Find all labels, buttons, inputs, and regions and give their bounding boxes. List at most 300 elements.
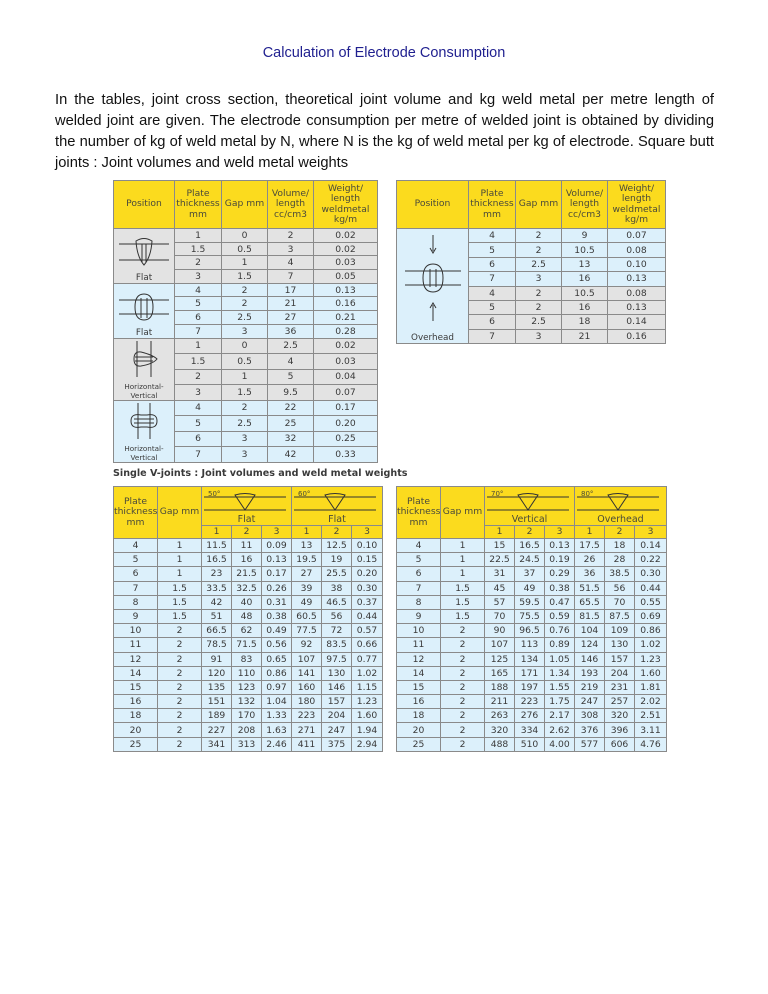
cell-gap: 3 — [222, 431, 268, 447]
cell-b1: 107 — [292, 652, 322, 666]
table-row — [114, 229, 378, 243]
cell-plate-thickness: 4 — [397, 539, 441, 553]
table-row — [114, 400, 378, 416]
cell-weight: 0.02 — [314, 229, 378, 243]
cell-weight: 0.13 — [314, 283, 378, 297]
cell-plate-thickness: 7 — [469, 329, 516, 343]
cell-plate-thickness: 15 — [114, 680, 158, 694]
cell-a2: 132 — [232, 695, 262, 709]
cell-gap: 2.5 — [516, 315, 562, 329]
cell-gap: 2 — [516, 243, 562, 257]
cell-a1: 165 — [485, 666, 515, 680]
overhead-double-weld-icon — [397, 229, 468, 332]
cell-b2: 18 — [605, 539, 635, 553]
cell-plate-thickness: 15 — [397, 680, 441, 694]
cell-plate-thickness: 7 — [469, 272, 516, 286]
cell-b2: 12.5 — [322, 539, 352, 553]
cell-plate-thickness: 7 — [175, 324, 222, 338]
cell-a2: 48 — [232, 609, 262, 623]
cell-b1: 193 — [575, 666, 605, 680]
cell-a1: 151 — [202, 695, 232, 709]
cell-a2: 83 — [232, 652, 262, 666]
cell-a1: 211 — [485, 695, 515, 709]
cell-b3: 1.23 — [352, 695, 383, 709]
table-row — [114, 338, 378, 354]
position-cell — [114, 283, 175, 338]
cell-b2: 396 — [605, 723, 635, 737]
cell-gap: 3 — [222, 324, 268, 338]
cell-b1: 141 — [292, 666, 322, 680]
cell-b2: 146 — [322, 680, 352, 694]
cell-gap: 2 — [158, 695, 202, 709]
cell-volume: 9.5 — [268, 385, 314, 401]
cell-a2: 96.5 — [515, 624, 545, 638]
table-row — [114, 723, 383, 737]
cell-gap: 2 — [222, 400, 268, 416]
cell-gap: 2 — [441, 666, 485, 680]
header-position: Position — [397, 181, 469, 229]
cell-b3: 0.86 — [635, 624, 667, 638]
header-volume: Volume/ length cc/cm3 — [562, 181, 608, 229]
cell-b1: 27 — [292, 567, 322, 581]
header-pass-3: 3 — [635, 526, 667, 539]
cell-a3: 1.04 — [262, 695, 292, 709]
cell-plate-thickness: 18 — [114, 709, 158, 723]
cell-b3: 0.14 — [635, 539, 667, 553]
table-row — [397, 652, 667, 666]
cell-b3: 0.44 — [635, 581, 667, 595]
cell-b3: 0.15 — [352, 553, 383, 567]
cell-weight: 0.04 — [314, 369, 378, 385]
cell-b2: 19 — [322, 553, 352, 567]
cell-gap: 2 — [441, 680, 485, 694]
cell-plate-thickness: 14 — [397, 666, 441, 680]
cell-b2: 606 — [605, 737, 635, 751]
header-plate-thickness: Plate thickness mm — [397, 487, 441, 539]
cell-a2: 223 — [515, 695, 545, 709]
cell-plate-thickness: 4 — [114, 539, 158, 553]
table-row — [397, 680, 667, 694]
cell-a2: 170 — [232, 709, 262, 723]
cell-a3: 0.13 — [262, 553, 292, 567]
cell-a1: 70 — [485, 609, 515, 623]
cell-a3: 0.17 — [262, 567, 292, 581]
cell-a1: 33.5 — [202, 581, 232, 595]
position-label: Vertical — [511, 514, 548, 525]
table-row — [397, 581, 667, 595]
header-plate-thickness: Plate thickness mm — [469, 181, 516, 229]
table-row — [114, 567, 383, 581]
cell-b2: 204 — [605, 666, 635, 680]
table-row — [114, 553, 383, 567]
cell-weight: 0.02 — [314, 242, 378, 256]
table-row — [397, 567, 667, 581]
cell-b1: 247 — [575, 695, 605, 709]
cell-plate-thickness: 9 — [114, 609, 158, 623]
cell-a3: 0.56 — [262, 638, 292, 652]
cell-b2: 25.5 — [322, 567, 352, 581]
cell-plate-thickness: 4 — [469, 229, 516, 243]
cell-plate-thickness: 2 — [175, 369, 222, 385]
header-pass-1: 1 — [202, 526, 232, 539]
cell-plate-thickness: 14 — [114, 666, 158, 680]
cell-gap: 2 — [158, 709, 202, 723]
cell-b1: 36 — [575, 567, 605, 581]
position-label: Overhead — [411, 333, 454, 343]
cell-a1: 320 — [485, 723, 515, 737]
header-pass-2: 2 — [322, 526, 352, 539]
table-row — [397, 638, 667, 652]
position-label: Overhead — [597, 514, 644, 525]
cell-weight: 0.03 — [314, 256, 378, 270]
position-label: Flat — [135, 272, 153, 283]
table-row — [114, 581, 383, 595]
cell-volume: 5 — [268, 369, 314, 385]
cell-a3: 0.76 — [545, 624, 575, 638]
cell-plate-thickness: 6 — [469, 257, 516, 271]
cell-volume: 22 — [268, 400, 314, 416]
cell-b2: 130 — [322, 666, 352, 680]
cell-b1: 19.5 — [292, 553, 322, 567]
cell-plate-thickness: 5 — [469, 300, 516, 314]
square-butt-table-overhead — [396, 180, 666, 344]
table-row — [397, 553, 667, 567]
cell-b3: 1.23 — [635, 652, 667, 666]
cell-weight: 0.20 — [314, 416, 378, 432]
cell-gap: 2 — [158, 737, 202, 751]
cell-plate-thickness: 5 — [397, 553, 441, 567]
cell-gap: 1 — [158, 567, 202, 581]
cell-b3: 1.02 — [635, 638, 667, 652]
cell-plate-thickness: 10 — [397, 624, 441, 638]
double-sided-butt-weld-icon — [114, 290, 174, 327]
cell-a3: 1.34 — [545, 666, 575, 680]
cell-b3: 0.22 — [635, 553, 667, 567]
cell-gap: 1.5 — [158, 581, 202, 595]
cell-b3: 2.02 — [635, 695, 667, 709]
cell-a2: 110 — [232, 666, 262, 680]
cell-b1: 308 — [575, 709, 605, 723]
header-group-a — [202, 487, 292, 526]
cell-b3: 1.02 — [352, 666, 383, 680]
cell-plate-thickness: 6 — [114, 567, 158, 581]
header-group-a — [485, 487, 575, 526]
table-row — [114, 624, 383, 638]
intro-paragraph: In the tables, joint cross section, theoretical joint volume and kg weld metal per metre length of welded joint are given. The electrode consumption per metre of welded joint is obtained by dividing the number of kg of weld metal by N, where N is the kg of weld metal per kg of electrode. Square butt joints : Joint volumes and weld metal weights — [55, 92, 714, 171]
cell-plate-thickness: 20 — [114, 723, 158, 737]
cell-a1: 11.5 — [202, 539, 232, 553]
cell-b1: 81.5 — [575, 609, 605, 623]
double-sided-horizontal-weld-icon — [114, 401, 174, 443]
cell-b1: 219 — [575, 680, 605, 694]
cell-b1: 13 — [292, 539, 322, 553]
cell-a1: 189 — [202, 709, 232, 723]
cell-a2: 40 — [232, 595, 262, 609]
cell-weight: 0.05 — [314, 270, 378, 284]
cell-a2: 510 — [515, 737, 545, 751]
cell-gap: 1 — [222, 369, 268, 385]
cell-b1: 92 — [292, 638, 322, 652]
cell-weight: 0.07 — [608, 229, 666, 243]
cell-a3: 4.00 — [545, 737, 575, 751]
cell-gap: 2.5 — [222, 311, 268, 325]
cell-b2: 97.5 — [322, 652, 352, 666]
cell-gap: 2 — [516, 286, 562, 300]
cell-weight: 0.16 — [608, 329, 666, 343]
cell-gap: 2 — [222, 297, 268, 311]
table-row — [114, 638, 383, 652]
cell-gap: 0 — [222, 338, 268, 354]
cell-gap: 2 — [441, 737, 485, 751]
angle-a-label: 70° — [491, 490, 504, 498]
cell-weight: 0.13 — [608, 272, 666, 286]
cell-b3: 0.44 — [352, 609, 383, 623]
cell-a3: 0.97 — [262, 680, 292, 694]
cell-volume: 17 — [268, 283, 314, 297]
cell-a3: 0.29 — [545, 567, 575, 581]
cell-volume: 2.5 — [268, 338, 314, 354]
position-label: Flat — [135, 327, 153, 338]
cell-volume: 42 — [268, 447, 314, 463]
cell-b2: 130 — [605, 638, 635, 652]
cell-gap: 1 — [441, 567, 485, 581]
cell-a2: 32.5 — [232, 581, 262, 595]
cell-gap: 1.5 — [441, 609, 485, 623]
cell-a3: 1.55 — [545, 680, 575, 694]
cell-b1: 26 — [575, 553, 605, 567]
cell-gap: 1.5 — [441, 595, 485, 609]
cell-a1: 57 — [485, 595, 515, 609]
cell-gap: 2 — [441, 638, 485, 652]
cell-weight: 0.07 — [314, 385, 378, 401]
cell-b1: 124 — [575, 638, 605, 652]
cell-gap: 2 — [441, 723, 485, 737]
cell-volume: 27 — [268, 311, 314, 325]
header-pass-2: 2 — [515, 526, 545, 539]
cell-gap: 2 — [158, 652, 202, 666]
cell-plate-thickness: 2 — [175, 256, 222, 270]
cell-b1: 39 — [292, 581, 322, 595]
position-cell — [397, 229, 469, 344]
cell-b3: 1.94 — [352, 723, 383, 737]
cell-plate-thickness: 11 — [114, 638, 158, 652]
single-sided-horizontal-weld-icon — [114, 339, 174, 381]
cell-b2: 83.5 — [322, 638, 352, 652]
cell-a3: 0.26 — [262, 581, 292, 595]
table-row — [114, 737, 383, 751]
cell-plate-thickness: 25 — [397, 737, 441, 751]
cell-a3: 0.86 — [262, 666, 292, 680]
cell-b3: 1.60 — [635, 666, 667, 680]
cell-gap: 1 — [441, 553, 485, 567]
cell-b2: 320 — [605, 709, 635, 723]
cell-a1: 78.5 — [202, 638, 232, 652]
cell-plate-thickness: 5 — [175, 416, 222, 432]
cell-a2: 313 — [232, 737, 262, 751]
cell-a3: 2.46 — [262, 737, 292, 751]
cell-a3: 1.75 — [545, 695, 575, 709]
cell-gap: 0 — [222, 229, 268, 243]
cell-a2: 208 — [232, 723, 262, 737]
table-row — [397, 695, 667, 709]
cell-gap: 2 — [441, 652, 485, 666]
cell-b1: 51.5 — [575, 581, 605, 595]
cell-a1: 45 — [485, 581, 515, 595]
table-row — [397, 737, 667, 751]
cell-b2: 46.5 — [322, 595, 352, 609]
position-label: Flat — [328, 514, 346, 525]
cell-a1: 188 — [485, 680, 515, 694]
cell-b1: 376 — [575, 723, 605, 737]
header-volume: Volume/ length cc/cm3 — [268, 181, 314, 229]
cell-volume: 25 — [268, 416, 314, 432]
table-row — [114, 666, 383, 680]
cell-plate-thickness: 1 — [175, 229, 222, 243]
cell-a2: 16.5 — [515, 539, 545, 553]
cell-a2: 134 — [515, 652, 545, 666]
cell-gap: 3 — [222, 447, 268, 463]
cell-b2: 56 — [605, 581, 635, 595]
cell-weight: 0.16 — [314, 297, 378, 311]
header-pass-3: 3 — [262, 526, 292, 539]
cell-b1: 65.5 — [575, 595, 605, 609]
cell-a3: 0.65 — [262, 652, 292, 666]
header-pass-1: 1 — [292, 526, 322, 539]
cell-b3: 0.37 — [352, 595, 383, 609]
cell-b1: 223 — [292, 709, 322, 723]
cell-a3: 0.19 — [545, 553, 575, 567]
cell-b1: 160 — [292, 680, 322, 694]
single-v-table-flat — [113, 486, 383, 752]
position-label: Horizontal-Vertical — [124, 443, 164, 462]
cell-plate-thickness: 4 — [469, 286, 516, 300]
cell-gap: 0.5 — [222, 354, 268, 370]
cell-a3: 0.49 — [262, 624, 292, 638]
table-row — [114, 595, 383, 609]
cell-gap: 2 — [441, 695, 485, 709]
cell-b2: 157 — [605, 652, 635, 666]
header-pass-2: 2 — [232, 526, 262, 539]
cell-b2: 38.5 — [605, 567, 635, 581]
cell-plate-thickness: 16 — [397, 695, 441, 709]
cell-gap: 2 — [158, 680, 202, 694]
single-v-table-vertical-overhead — [396, 486, 667, 752]
cell-gap: 3 — [516, 272, 562, 286]
cell-a1: 66.5 — [202, 624, 232, 638]
cell-plate-thickness: 7 — [397, 581, 441, 595]
cell-a2: 37 — [515, 567, 545, 581]
header-weight: Weight/ length weldmetal kg/m — [608, 181, 666, 229]
cell-a2: 24.5 — [515, 553, 545, 567]
position-label: Horizontal-Vertical — [124, 381, 164, 400]
cell-weight: 0.21 — [314, 311, 378, 325]
cell-a1: 135 — [202, 680, 232, 694]
table-row — [397, 609, 667, 623]
table-row — [397, 624, 667, 638]
cell-volume: 21 — [562, 329, 608, 343]
cell-a1: 125 — [485, 652, 515, 666]
header-plate-thickness: Plate thickness mm — [175, 181, 222, 229]
header-pass-3: 3 — [352, 526, 383, 539]
cell-gap: 3 — [516, 329, 562, 343]
cell-b2: 70 — [605, 595, 635, 609]
cell-a3: 0.59 — [545, 609, 575, 623]
cell-a3: 2.62 — [545, 723, 575, 737]
cell-a1: 120 — [202, 666, 232, 680]
cell-plate-thickness: 3 — [175, 385, 222, 401]
cell-weight: 0.08 — [608, 286, 666, 300]
cell-a1: 91 — [202, 652, 232, 666]
header-gap: Gap mm — [222, 181, 268, 229]
cell-a1: 488 — [485, 737, 515, 751]
header-group-b — [292, 487, 383, 526]
header-gap: Gap mm — [441, 487, 485, 539]
cell-plate-thickness: 6 — [469, 315, 516, 329]
cell-b3: 0.69 — [635, 609, 667, 623]
table-row — [114, 609, 383, 623]
cell-b1: 411 — [292, 737, 322, 751]
cell-b1: 60.5 — [292, 609, 322, 623]
position-cell — [114, 400, 175, 462]
header-group-b — [575, 487, 667, 526]
cell-weight: 0.03 — [314, 354, 378, 370]
cell-gap: 1.5 — [222, 385, 268, 401]
cell-plate-thickness: 16 — [114, 695, 158, 709]
cell-gap: 2 — [158, 624, 202, 638]
cell-gap: 1.5 — [222, 270, 268, 284]
cell-b2: 231 — [605, 680, 635, 694]
cell-volume: 9 — [562, 229, 608, 243]
cell-a2: 276 — [515, 709, 545, 723]
single-v-section-title: Single V-joints : Joint volumes and weld metal weights — [113, 468, 408, 479]
cell-plate-thickness: 7 — [175, 447, 222, 463]
cell-plate-thickness: 1.5 — [175, 354, 222, 370]
angle-b-label: 60° — [298, 490, 311, 498]
cell-a3: 1.63 — [262, 723, 292, 737]
angle-b-label: 80° — [581, 490, 594, 498]
cell-gap: 2 — [441, 624, 485, 638]
table-row — [114, 695, 383, 709]
cell-b1: 49 — [292, 595, 322, 609]
cell-a2: 49 — [515, 581, 545, 595]
table-row — [114, 539, 383, 553]
cell-gap: 2 — [441, 709, 485, 723]
cell-a3: 1.05 — [545, 652, 575, 666]
cell-a3: 1.33 — [262, 709, 292, 723]
cell-gap: 2 — [158, 638, 202, 652]
cell-gap: 2.5 — [222, 416, 268, 432]
cell-b3: 0.66 — [352, 638, 383, 652]
cell-b3: 0.30 — [635, 567, 667, 581]
table-row — [397, 723, 667, 737]
cell-a3: 0.31 — [262, 595, 292, 609]
cell-weight: 0.08 — [608, 243, 666, 257]
cell-a2: 197 — [515, 680, 545, 694]
cell-plate-thickness: 20 — [397, 723, 441, 737]
cell-a1: 31 — [485, 567, 515, 581]
cell-a2: 16 — [232, 553, 262, 567]
cell-a2: 11 — [232, 539, 262, 553]
cell-plate-thickness: 4 — [175, 400, 222, 416]
cell-b2: 72 — [322, 624, 352, 638]
cell-plate-thickness: 7 — [114, 581, 158, 595]
table-row — [397, 666, 667, 680]
cell-plate-thickness: 11 — [397, 638, 441, 652]
cell-b1: 577 — [575, 737, 605, 751]
cell-a2: 62 — [232, 624, 262, 638]
cell-a2: 113 — [515, 638, 545, 652]
cell-plate-thickness: 12 — [397, 652, 441, 666]
